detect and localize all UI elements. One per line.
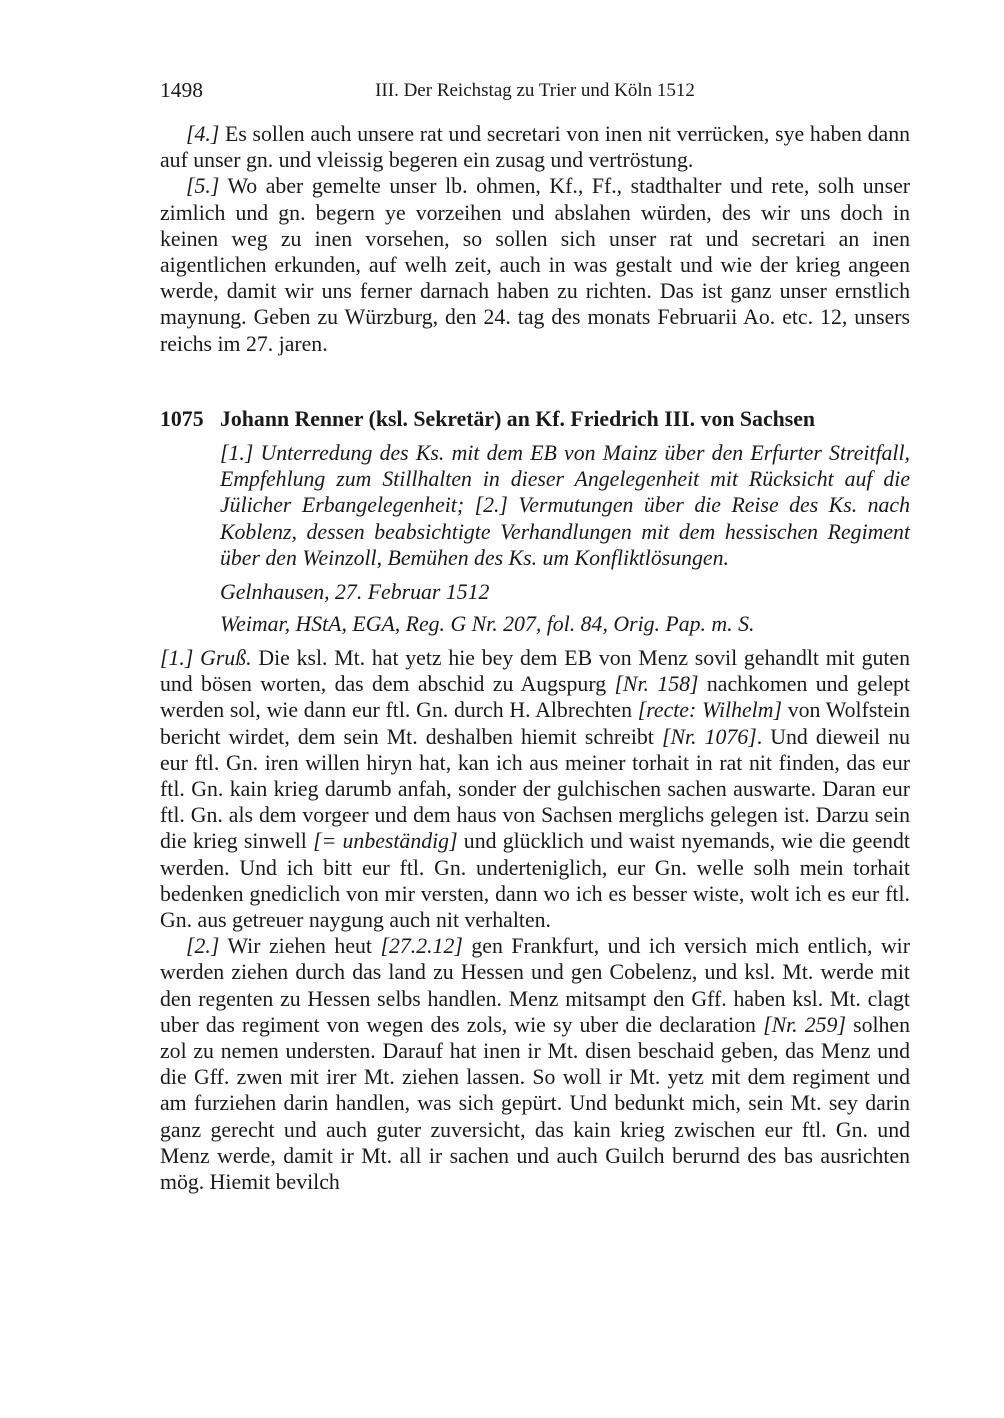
previous-document-text xyxy=(160,121,910,357)
page-number: 1498 xyxy=(160,78,203,102)
paragraph-text: Wo aber gemelte unser lb. ohmen, Kf., Ff., stadthalter und rete, solh unser zimlich und gn. begern ye vorzeihen und abslahen würden, des wir uns doch in keinen weg zu inen vorsehen, so sollen sich unser rat und secretari an inen aigentlichen erkunden, auf welh zeit, auch in was gestalt und wie der krieg angeen werde, damit wir uns ferner darnach haben zu richten. Das ist ganz unser ernstlich maynung. Geben zu Würzburg, den 24. tag des monats Februarii Ao. etc. 12, unsers reichs im 27. jaren. xyxy=(160,174,910,356)
editorial-reference: [27.2.12] xyxy=(380,934,463,959)
paragraph-marker: [2.] xyxy=(186,934,220,959)
paragraph-marker: [5.] xyxy=(186,174,220,199)
document-title: Johann Renner (ksl. Sekretär) an Kf. Friedrich III. von Sachsen xyxy=(220,407,816,431)
text-run: nachkomen und gelept werden sol, wie dann eur ftl. Gn. durch H. Albrechten xyxy=(160,672,911,723)
document-number: 1075 xyxy=(160,407,204,431)
paragraph-marker: [4.] xyxy=(186,122,220,146)
document-regest: [1.] Unterredung des Ks. mit dem EB von Mainz über den Erfurter Streitfall, Empfehlung zum Stillhalten in dieser Angelegenheit mit Rücksicht auf die Jülicher Erbangelegenheit; [2.] Vermutungen über die Reise des Ks. nach Koblenz, dessen beabsichtigte Verhandlungen mit dem hessischen Regiment über den Weinzoll, Bemühen des Ks. um Konfliktlösungen. xyxy=(220,441,910,570)
editorial-reference: [recte: Wilhelm] xyxy=(637,698,782,723)
running-head xyxy=(160,78,910,108)
editorial-reference: [Nr. 259] xyxy=(763,1012,846,1037)
document-source: Weimar, HStA, EGA, Reg. G Nr. 207, fol. 84, Orig. Pap. m. S. xyxy=(220,612,755,636)
paragraph-5 xyxy=(160,173,910,356)
paragraph-1 xyxy=(160,645,910,933)
paragraph-marker: [1.] Gruß. xyxy=(160,646,252,670)
paragraph-2 xyxy=(160,933,910,1195)
text-run: Die ksl. Mt. hat yetz hie bey dem EB von Menz sovil gehandlt mit guten und bösen worten, das dem abschid zu Augspurg xyxy=(160,646,911,697)
document-text xyxy=(160,645,910,1195)
editorial-reference: [Nr. 1076] xyxy=(661,724,757,749)
editorial-reference: [= unbeständig] xyxy=(313,829,458,854)
document-heading xyxy=(160,406,920,432)
text-run: Wir ziehen heut xyxy=(219,934,381,959)
text-run: gen Frankfurt, und ich versich mich entlich, wir werden ziehen durch das land zu Hessen und gen Cobelenz, und ksl. Mt. werde mit den regenten zu Hessen selbs handlen. Menz mitsampt den Gff. haben ksl. Mt. clagt uber das regiment von wegen des zols, wie sy uber die declaration xyxy=(160,934,910,1037)
paragraph-text: Es sollen auch unsere rat und secretari von inen nit verrücken, sye haben dann auf unser gn. und vleissig begeren ein zusag und vertröstung. xyxy=(160,122,910,173)
editorial-reference: [Nr. 158] xyxy=(614,672,699,697)
text-run: solhen zol zu nemen understen. Darauf hat inen ir Mt. disen beschaid geben, das Menz und die Gff. zwen mit irer Mt. ziehen lassen. So woll ir Mt. yetz mit dem regiment und am furziehen darin handlen, was sich gepürt. Und bedunkt mich, sein Mt. sey darin ganz gerecht und auch guter zuversicht, das kain krieg zwischen eur ftl. Gn. und Menz werde, damit ir Mt. all ir sachen und auch Guilch berurnd des bas ausrichten mög. Hiemit bevilch xyxy=(160,1012,910,1195)
document-date-place: Gelnhausen, 27. Februar 1512 xyxy=(220,580,490,604)
paragraph-4 xyxy=(160,121,910,173)
text-run: von Wolfstein bericht wirdet, dem sein Mt. deshalben hiemit schreibt xyxy=(160,698,910,749)
text-run: . Und dieweil nu eur ftl. Gn. iren willen hiryn hat, kan ich aus meiner torhait in rat nit finden, das eur ftl. Gn. kain krieg darumb anfah, sonder der gulchischen sachen auswarte. Daran eur ftl. Gn. als dem vorgeer und dem haus von Sachsen merglichs gelegen ist. Darzu sein die krieg sinwell xyxy=(160,724,910,854)
text-run: und glücklich und waist nyemands, wie die geendt werden. Und ich bitt eur ftl. Gn. underteniglich, eur Gn. welle solh mein torhait bedenken gnediclich von mir versten, dann wo ich es besser wiste, wolt ich es eur ftl. Gn. aus getreuer naygung auch nit verhalten. xyxy=(160,829,910,933)
running-title: III. Der Reichstag zu Trier und Köln 1512 xyxy=(375,80,695,101)
